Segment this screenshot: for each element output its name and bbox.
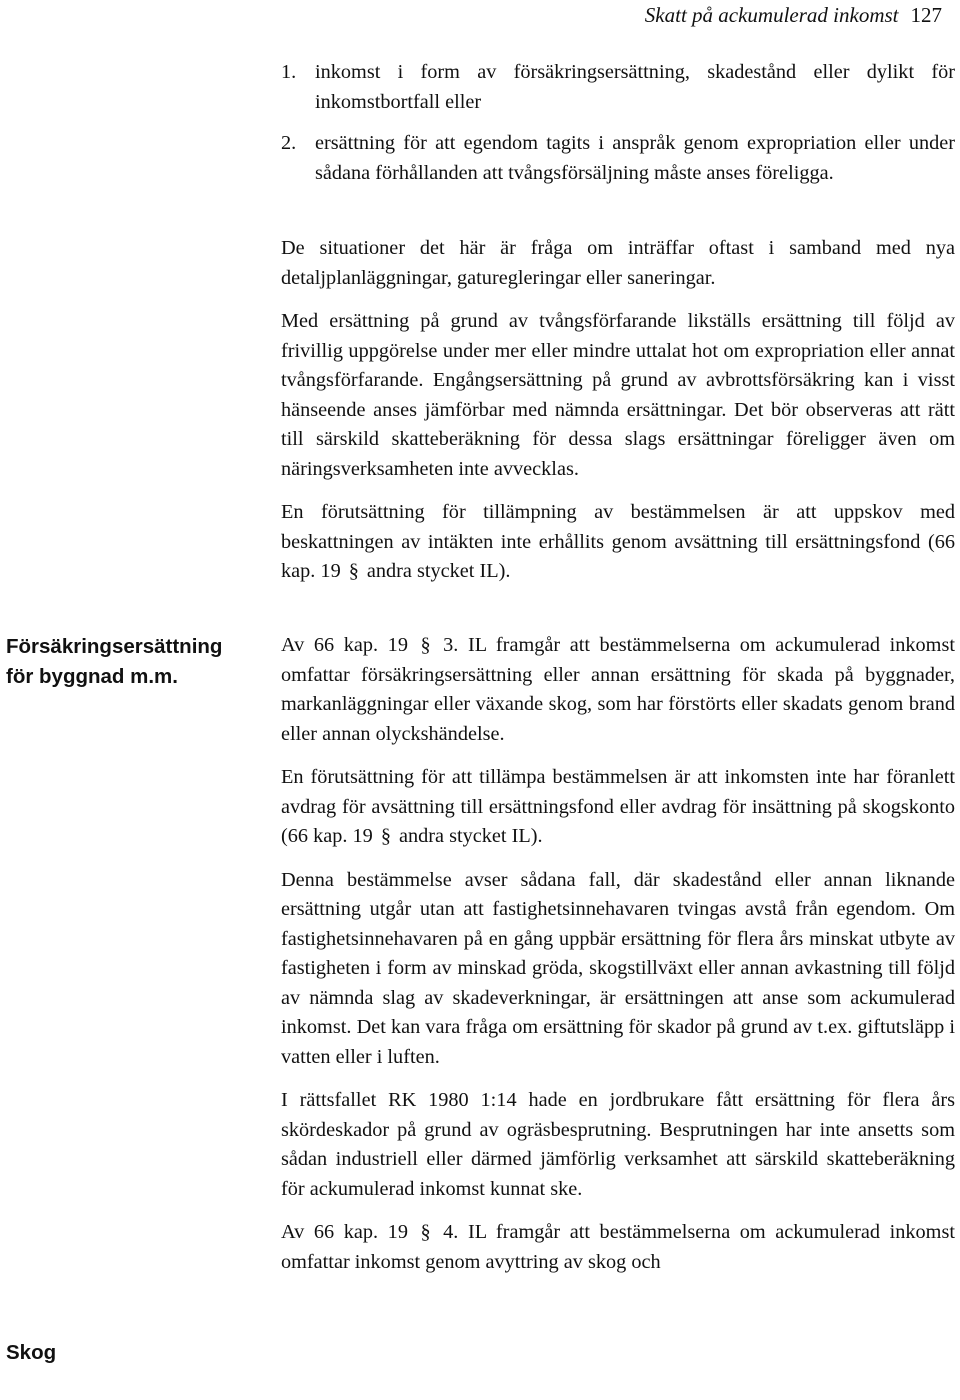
running-header <box>645 2 942 28</box>
page-number: 127 <box>910 3 942 27</box>
section-sign: § <box>420 1221 431 1243</box>
body-text-upper <box>281 234 955 601</box>
paragraph: I rättsfallet RK 1980 1:14 hade en jordbrukare fått ersättning för flera års skördeskador på grund av ogräsbesprutning. Besprutningen har inte ansetts som sådan industriell eller därmed jämförlig verksamhet att särskild skatteberäkning för ackumulerad inkomst kunnat ske. <box>281 1089 955 1200</box>
section-sign: § <box>348 560 359 582</box>
running-title: Skatt på ackumulerad inkomst <box>644 3 899 27</box>
paragraph: Av 66 kap. 19 § 3. IL framgår att bestämmelserna om ackumulerad inkomst omfattar försäkringsersättning eller annan ersättning för skada på byggnader, markanläggningar eller växande skog, som har förstörts eller skadats genom brand eller annan olyckshändelse. <box>281 631 955 749</box>
side-heading-insurance: Försäkringsersättning för byggnad m.m. <box>6 635 223 688</box>
list-item <box>281 58 955 117</box>
paragraph: Med ersättning på grund av tvångsförfarande likställs ersättning till följd av frivillig uppgörelse under mer eller mindre uttalat hot om expropriation eller annat tvångsförfarande. Engångsersättning på grund av avbrottsförsäkring kan i visst hänseende anses jämförbar med nämnda ersättningar. Det bör observeras att rätt till särskild skatteberäkning för dessa slags ersättningar föreligger även om näringsverksamheten inte avvecklas. <box>281 310 955 480</box>
list-text: ersättning för att egendom tagits i anspråk genom expropriation eller under sådana förhållanden att tvångsförsäljning måste anses föreligga. <box>315 132 955 184</box>
section-sign: § <box>420 634 431 656</box>
list-number: 1. <box>281 61 297 83</box>
list-item <box>281 129 955 188</box>
body-text-lower <box>281 631 955 1291</box>
paragraph: En förutsättning för tillämpning av bestämmelsen är att uppskov med beskattningen av intäkten inte erhållits genom avsättning till ersättningsfond (66 kap. 19 § andra stycket IL). <box>281 498 955 587</box>
numbered-list <box>281 58 955 200</box>
paragraph: Av 66 kap. 19 § 4. IL framgår att bestämmelserna om ackumulerad inkomst omfattar inkomst genom avyttring av skog och <box>281 1218 955 1277</box>
list-number: 2. <box>281 132 297 154</box>
paragraph: Denna bestämmelse avser sådana fall, där skadestånd eller annan liknande ersättning utgår utan att fastighetsinnehavaren tvingas avstå från egendom. Om fastighetsinnehavaren på en gång uppbär ersättning för flera års minskat utbyte av fastigheten i form av minskad gröda, skogstillväxt eller annan avkastning till följd av nämnda slag av skadeverkningar, är ersättningen att anse som ackumulerad inkomst. Det kan vara fråga om ersättning för skador på grund av t.ex. giftutsläpp i vatten eller i luften. <box>281 868 955 1068</box>
paragraph: De situationer det här är fråga om inträffar oftast i samband med nya detaljplanläggningar, gaturegleringar eller saneringar. <box>281 237 955 289</box>
section-sign: § <box>380 825 391 847</box>
paragraph: En förutsättning för att tillämpa bestämmelsen är att inkomsten inte har föranlett avdrag för avsättning till ersättningsfond eller avdrag för insättning på skogskonto (66 kap. 19 § andra stycket IL). <box>281 763 955 852</box>
side-heading-forest: Skog <box>6 1341 57 1364</box>
list-text: inkomst i form av försäkringsersättning, skadestånd eller dylikt för inkomstbortfall eller <box>315 61 955 113</box>
